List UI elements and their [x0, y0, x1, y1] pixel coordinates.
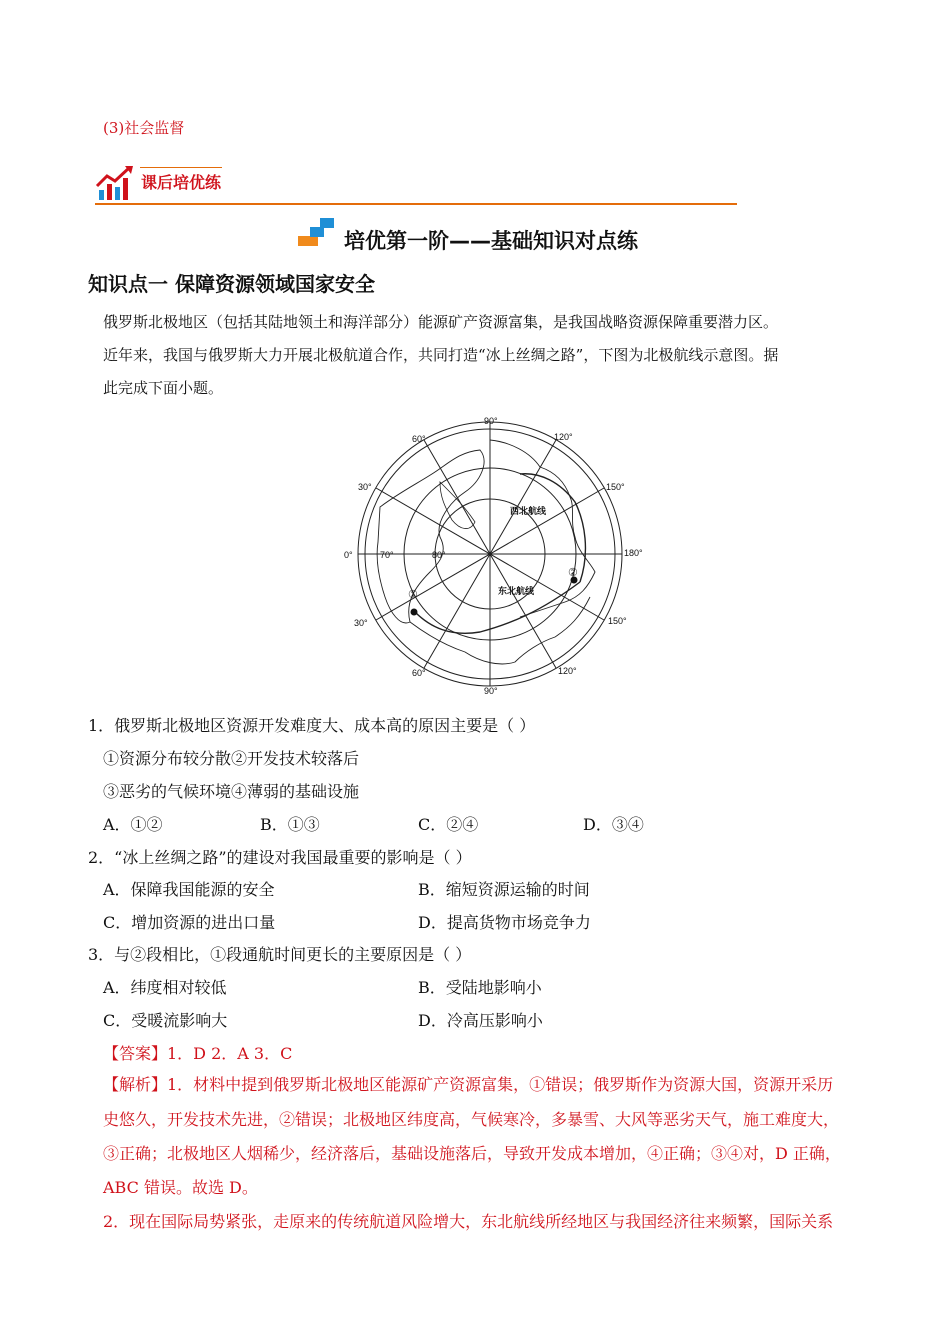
lon-150-br: 150°	[608, 616, 627, 626]
q2-option-c[interactable]: C．增加资源的进出口量	[103, 913, 276, 932]
lon-120-tr: 120°	[554, 432, 573, 442]
q3-option-d[interactable]: D．冷高压影响小	[418, 1011, 543, 1030]
lon-60-bl: 60°	[412, 668, 426, 678]
intro-line-3: 此完成下面小题。	[103, 379, 224, 397]
analysis-line-3: ③正确；北极地区人烟稀少，经济落后，基础设施落后，导致开发成本增加，④正确；③④对，D 正确，	[103, 1144, 841, 1163]
q1-option-d[interactable]: D．③④	[583, 815, 644, 834]
header-rule	[95, 203, 737, 205]
steps-icon	[298, 218, 338, 248]
lon-90-top: 90°	[484, 416, 498, 426]
q3-stem: 3．与②段相比，①段通航时间更长的主要原因是（ ）	[88, 945, 472, 964]
lon-30-l: 30°	[354, 618, 368, 628]
segment-2-label: ②	[568, 567, 578, 579]
lon-60-tl: 60°	[412, 434, 426, 444]
knowledge-point-title: 知识点一 保障资源领域国家安全	[88, 272, 375, 296]
route-ne-label: 东北航线	[498, 586, 535, 596]
lat-70: 70°	[380, 550, 394, 560]
q3-option-b[interactable]: B．受陆地影响小	[418, 978, 542, 997]
growth-chart-icon	[95, 164, 135, 202]
lon-30-tl: 30°	[358, 482, 372, 492]
q2-option-a[interactable]: A．保障我国能源的安全	[103, 880, 275, 899]
lon-0: 0°	[344, 550, 353, 560]
sub-title: 培优第一阶——基础知识对点练	[344, 229, 638, 253]
header-top-rule	[140, 167, 222, 168]
section-header: 课后培优练	[141, 173, 222, 192]
q1-option-c[interactable]: C．②④	[418, 815, 479, 834]
q3-option-a[interactable]: A．纬度相对较低	[103, 978, 227, 997]
top-note: (3)社会监督	[103, 119, 185, 137]
segment-1-label: ①	[408, 589, 418, 601]
lon-120-br: 120°	[558, 666, 577, 676]
lon-180: 180°	[624, 548, 643, 558]
q1-option-b[interactable]: B．①③	[260, 815, 320, 834]
q2-option-d[interactable]: D．提高货物市场竞争力	[418, 913, 591, 932]
analysis-line-1: 【解析】1．材料中提到俄罗斯北极地区能源矿产资源富集，①错误；俄罗斯作为资源大国，资源开采历	[103, 1075, 834, 1094]
q2-option-b[interactable]: B．缩短资源运输的时间	[418, 880, 590, 899]
intro-line-1: 俄罗斯北极地区（包括其陆地领土和海洋部分）能源矿产资源富集，是我国战略资源保障重要潜力区。	[103, 313, 779, 331]
lon-90-bottom: 90°	[484, 686, 498, 696]
analysis-line-4: ABC 错误。故选 D。	[103, 1178, 258, 1197]
q2-stem: 2．“冰上丝绸之路”的建设对我国最重要的影响是（ ）	[88, 848, 472, 867]
route-nw-label: 西北航线	[510, 506, 547, 516]
q1-option-a[interactable]: A．①②	[103, 815, 163, 834]
q1-line1: ①资源分布较分散②开发技术较落后	[103, 749, 360, 768]
q1-line2: ③恶劣的气候环境④薄弱的基础设施	[103, 782, 360, 801]
lat-80: 80°	[432, 550, 446, 560]
q3-option-c[interactable]: C．受暖流影响大	[103, 1011, 228, 1030]
analysis-line-2: 史悠久，开发技术先进，②错误；北极地区纬度高，气候寒冷，多暴雪、大风等恶劣天气，施工难度大，	[103, 1110, 840, 1129]
arctic-route-map	[340, 412, 643, 697]
lon-150-r: 150°	[606, 482, 625, 492]
intro-line-2: 近年来，我国与俄罗斯大力开展北极航道合作，共同打造“冰上丝绸之路”，下图为北极航线示意图。据	[103, 346, 779, 364]
q1-stem: 1．俄罗斯北极地区资源开发难度大、成本高的原因主要是（ ）	[88, 716, 536, 735]
answer-line: 【答案】1．D 2．A 3．C	[103, 1044, 293, 1063]
analysis-line-5: 2．现在国际局势紧张，走原来的传统航道风险增大，东北航线所经地区与我国经济往来频繁，国际关系	[103, 1212, 834, 1231]
